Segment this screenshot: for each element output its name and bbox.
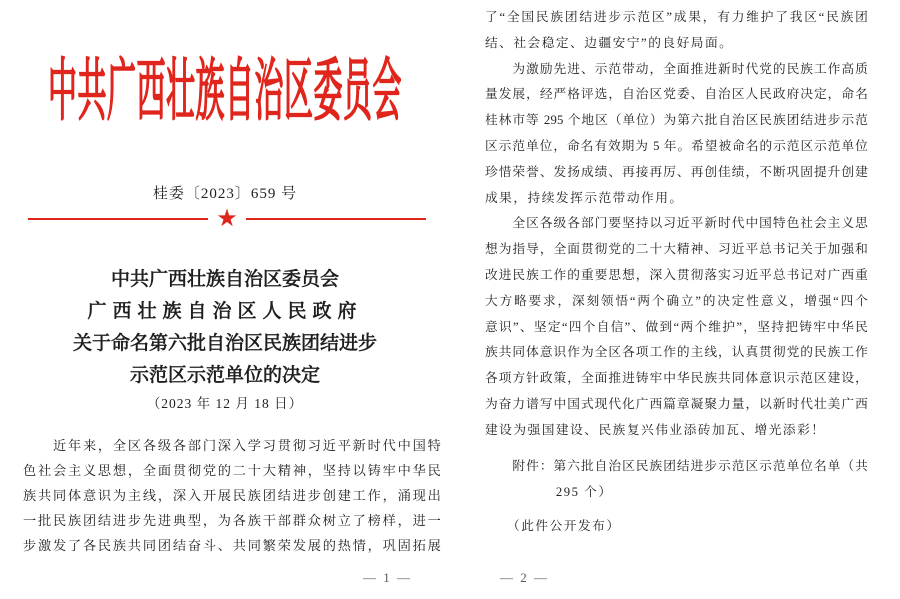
page-number-1: — 1 — (363, 570, 412, 585)
public-release-note (485, 514, 868, 540)
body-line: 色社会主义思想，全面贯彻党的二十大精神，坚持以铸牢中华民 (23, 463, 441, 478)
title-line: 示范区示范单位的决定 (129, 365, 320, 386)
body-line: 结、社会稳定、边疆安宁”的良好局面。 (485, 35, 734, 50)
body-line: 为激励先进、示范带动，全面推进新时代党的民族工作高质 (485, 61, 868, 76)
body-line: 意识”、坚定“四个自信”、做到“两个维护”，坚持把铸牢中华民 (485, 319, 868, 334)
body-line: 成果，持续发挥示范带动作用。 (485, 190, 684, 205)
letterhead-divider (28, 206, 426, 232)
attachment-line: 295 个） (485, 484, 613, 499)
divider-line-right (246, 218, 426, 220)
body-line: 族共同体意识为主线，深入开展民族团结进步创建工作，涌现出 (23, 488, 441, 503)
body-line: 近年来，全区各级各部门深入学习贯彻习近平新时代中国特 (23, 438, 441, 453)
body-line: 大方略要求，深刻领悟“两个确立”的决定性意义，增强“四个 (485, 293, 868, 308)
body-line: 族共同体意识作为全区各项工作的主线，认真贯彻党的民族工作 (485, 345, 868, 360)
body-line: 想为指导，全面贯彻党的二十大精神、习近平总书记关于加强和 (485, 242, 868, 257)
body-line: 各项方针政策，全面推进铸牢中华民族共同体意识示范区建设， (485, 371, 868, 386)
star-icon: ★ (216, 206, 238, 232)
title-line: 关于命名第六批自治区民族团结进步 (72, 333, 377, 354)
document-date: （2023 年 12 月 18 日） (146, 396, 304, 411)
body-line: 步激发了各民族共同团结奋斗、共同繁荣发展的热情，巩固拓展 (23, 538, 441, 553)
body-line: 一批民族团结进步先进典型，为各族干部群众树立了榜样，进一 (23, 513, 441, 528)
note-line: （此件公开发布） (485, 519, 621, 533)
body-line: 桂林市等 295 个地区（单位）为第六批自治区民族团结进步示范 (485, 113, 868, 128)
page-2 (450, 0, 900, 599)
body-line: 了“全国民族团结进步示范区”成果，有力维护了我区“民族团 (485, 10, 868, 24)
document-title (0, 264, 450, 416)
title-line: 广西壮族自治区人民政府 (87, 301, 363, 322)
body-line: 量发展，经严格评选，自治区党委、自治区人民政府决定，命名 (485, 87, 868, 102)
divider-line-left (28, 218, 208, 220)
page-2-body (485, 5, 868, 444)
body-line: 为奋力谱写中国式现代化广西篇章凝聚力量，以新时代壮美广西 (485, 396, 868, 411)
attachment-reference (485, 454, 868, 506)
body-line: 建设为强国建设、民族复兴伟业添砖加瓦、增光添彩！ (485, 422, 826, 437)
page-number-2: — 2 — (500, 570, 549, 585)
page-1-body (23, 433, 441, 558)
attachment-line: 附件：第六批自治区民族团结进步示范区示范单位名单（共 (485, 459, 868, 473)
body-line: 区示范单位，命名有效期为 5 年。希望被命名的示范区示范单位 (485, 138, 868, 153)
body-line: 改进民族工作的重要思想，深入贯彻落实习近平总书记对广西重 (485, 267, 868, 282)
letterhead-title: 中共广西壮族自治区委员会 (47, 55, 402, 131)
title-line: 中共广西壮族自治区委员会 (110, 269, 339, 290)
body-line: 珍惜荣誉、发扬成绩、再接再厉、再创佳绩，不断巩固提升创建 (485, 164, 868, 179)
body-line: 全区各级各部门要坚持以习近平新时代中国特色社会主义思 (485, 216, 868, 231)
document-number: 桂委〔2023〕659 号 (152, 186, 298, 202)
